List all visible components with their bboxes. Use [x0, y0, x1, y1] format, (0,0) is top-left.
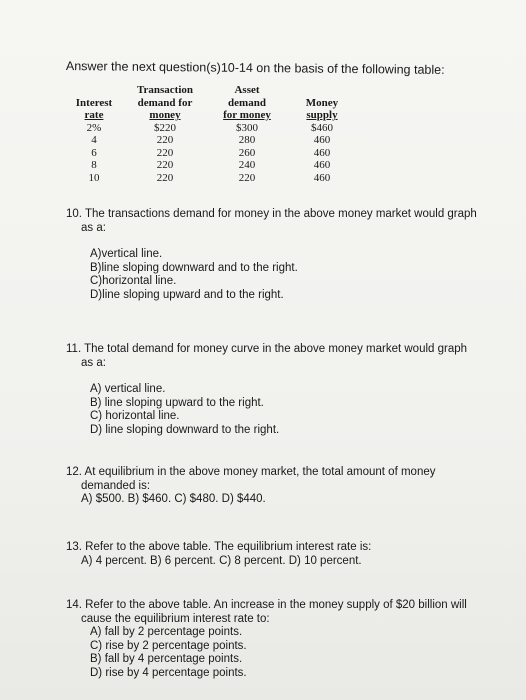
cell-rate: 2% [86, 121, 102, 134]
question-14 [66, 599, 467, 680]
question-stem: 12. At equilibrium in the above money market, the total amount of money [66, 466, 436, 478]
question-10 [66, 208, 477, 302]
money-market-table [66, 84, 358, 184]
answer-option-b: B) fall by 4 percentage points. [90, 653, 243, 665]
answer-option-d: D)line sloping upward and to the right. [90, 288, 284, 301]
header-asset-demand: Asset demand for money [223, 84, 271, 121]
cell-supply: $460 [311, 121, 333, 134]
cell-rate: 4 [91, 134, 97, 146]
answer-options-row-1 [66, 626, 467, 653]
answer-option-b: B) line sloping upward to the right. [90, 396, 264, 409]
answer-options: A) $500. B) $460. C) $480. D) $440. [81, 493, 266, 505]
answer-option-a: A) vertical line. [90, 383, 166, 395]
cell-supply: 460 [313, 146, 331, 159]
answer-options: A) 4 percent. B) 6 percent. C) 8 percent. D) 10 percent. [81, 554, 362, 567]
answer-option-d: D) line sloping downward to the right. [90, 423, 280, 436]
answer-option-a: A)vertical line. [90, 248, 163, 260]
cell-transaction: $220 [154, 121, 176, 134]
cell-asset: $300 [236, 121, 258, 134]
instructions: Answer the next question(s)10-14 on the basis of the following table: [65, 59, 445, 77]
answer-option-b: B)line sloping downward and to the right. [90, 261, 298, 274]
question-stem-continued: as a: [81, 356, 106, 369]
cell-transaction: 220 [156, 171, 174, 184]
table-header-row [66, 84, 358, 122]
question-stem: 13. Refer to the above table. The equilibrium interest rate is: [66, 541, 372, 553]
cell-asset: 260 [238, 146, 256, 159]
answer-option-d: D) rise by 4 percentage points. [90, 666, 247, 679]
cell-rate: 8 [91, 159, 97, 171]
header-interest-rate: Interest rate [75, 96, 113, 121]
table-row [66, 159, 358, 172]
table-row [66, 122, 358, 135]
question-stem: 11. The total demand for money curve in the above money market would graph [66, 343, 468, 355]
question-stem: 10. The transactions demand for money in the above money market would graph [66, 208, 477, 220]
question-stem-continued: as a: [81, 221, 106, 234]
answer-option-a: A) fall by 2 percentage points. [90, 626, 243, 638]
question-stem: 14. Refer to the above table. An increase in the money supply of $20 billion will [66, 599, 467, 611]
answer-option-c: C) horizontal line. [90, 410, 180, 422]
cell-asset: 280 [238, 134, 256, 146]
cell-supply: 460 [313, 134, 331, 146]
answer-option-c: C) rise by 2 percentage points. [90, 639, 247, 652]
cell-transaction: 220 [156, 159, 174, 171]
table-row [66, 134, 358, 147]
cell-asset: 220 [238, 171, 256, 184]
question-11 [66, 343, 467, 437]
cell-transaction: 220 [156, 146, 174, 159]
question-stem-continued: demanded is: [81, 479, 151, 492]
header-money-supply: Money supply [305, 96, 339, 121]
answer-options-row-2 [66, 653, 467, 680]
cell-supply: 460 [313, 171, 331, 184]
question-13 [66, 541, 371, 568]
cell-supply: 460 [313, 159, 331, 171]
table-row [66, 147, 358, 160]
table-row [66, 172, 358, 185]
cell-rate: 6 [91, 146, 97, 159]
header-transaction-demand: Transaction demand for money [136, 84, 194, 121]
cell-asset: 240 [238, 159, 256, 171]
cell-rate: 10 [88, 171, 100, 184]
question-stem-continued: cause the equilibrium interest rate to: [81, 612, 270, 625]
cell-transaction: 220 [156, 134, 174, 146]
question-12 [66, 466, 435, 507]
answer-option-c: C)horizontal line. [90, 275, 177, 287]
